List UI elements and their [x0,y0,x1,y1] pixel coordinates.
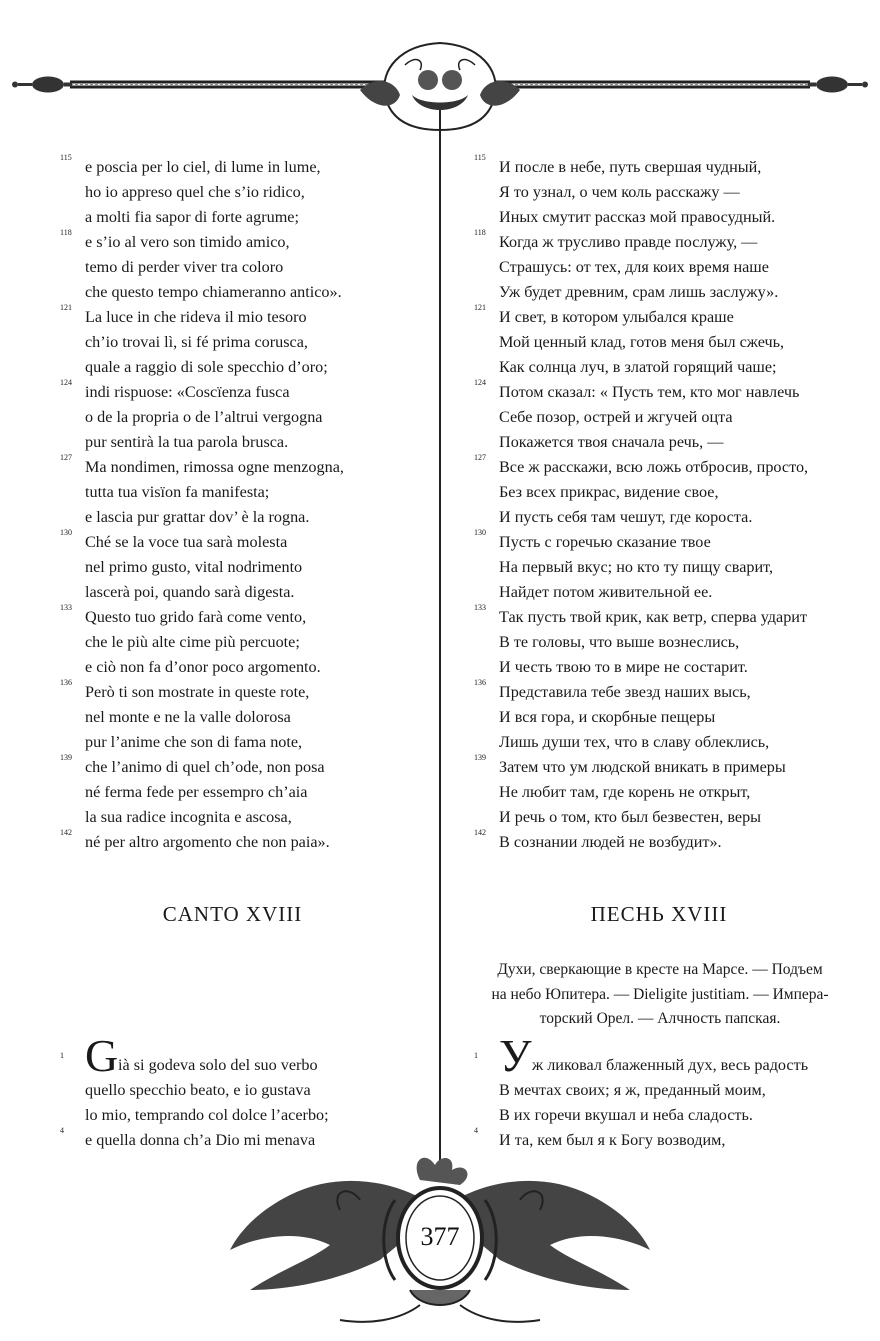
verse-text: ià si godeva solo del suo verbo [118,1056,318,1074]
verse-text: e lascia pur grattar dov’ è la rogna. [85,508,310,526]
verse-line [60,805,420,830]
verse-line [474,730,844,755]
verse-line [474,630,844,655]
line-number: 124 [474,378,486,387]
verse-line [60,830,420,855]
line-number: 4 [60,1126,64,1135]
verse-line [60,755,420,780]
verse-text: nel primo gusto, vital nodrimento [85,558,303,576]
drop-cap: G [85,1030,119,1081]
verse-text: И та, кем был я к Богу возводим, [499,1131,726,1149]
verse-line [474,805,844,830]
verse-text: e quella donna ch’a Dio mi menava [85,1131,316,1149]
tercet [474,680,844,755]
verse-line [474,255,844,280]
verse-line [474,355,844,380]
verse-text: Так пусть твой крик, как ветр, сперва ударит [499,608,808,626]
verse-line [60,355,420,380]
verse-text: В сознании людей не возбудит». [499,833,722,851]
right-tassel-icon [808,77,868,93]
line-number: 127 [60,453,72,462]
verse-line [60,155,420,180]
line-number: 1 [474,1051,478,1060]
verse-line [60,305,420,330]
verse-line [474,430,844,455]
center-divider [439,110,441,1180]
verse-line [60,505,420,530]
verse-line [60,680,420,705]
verse-line [474,605,844,630]
verse-line [60,605,420,630]
verse-text: che l’animo di quel ch’ode, non posa [85,758,325,776]
line-number: 115 [60,153,72,162]
verse-line [60,205,420,230]
verse-text: Я то узнал, о чем коль расскажу — [499,183,740,201]
verse-text: la sua radice incognita e ascosa, [85,808,292,826]
line-number: 4 [474,1126,478,1135]
verse-line [474,230,844,255]
verse-text: ho io appreso quel che s’io ridico, [85,183,305,201]
verse-line [474,580,844,605]
tercet [60,755,420,830]
verse-text: nel monte e ne la valle dolorosa [85,708,291,726]
tercet [60,455,420,530]
verse-text: Покажется твоя сначала речь, — [499,433,724,451]
verse-line [474,755,844,780]
verse-line [60,780,420,805]
tercet [60,680,420,755]
argument-line: торский Орел. — Алчность папская. [539,1010,781,1027]
verse-line [474,830,844,855]
verse-text: Questo tuo grido farà come vento, [85,608,307,626]
verse-text: И свет, в котором улыбался краше [499,308,734,326]
tercet [474,830,844,855]
line-number: 127 [474,453,486,462]
verse-text: Лишь души тех, что в славу облеклись, [499,733,770,751]
page-number: 377 [420,1222,460,1251]
line-number: 142 [474,828,486,837]
verse-text: И после в небе, путь свершая чудный, [499,158,762,176]
line-number: 130 [474,528,486,537]
russian-canto-title: ПЕСНЬ XVIII [590,902,728,926]
verse-text: lascerà poi, quando sarà digesta. [85,583,295,601]
verse-line [60,180,420,205]
verse-text: quello specchio beato, e io gustava [85,1081,311,1099]
verse-line [60,1030,420,1081]
verse-text: И речь о том, кто был безвестен, веры [499,808,762,826]
tercet [60,605,420,680]
verse-line [474,1030,844,1081]
verse-line [60,230,420,255]
russian-canto-opening [474,1030,844,1153]
verse-line [60,280,420,305]
verse-text: Ma nondimen, rimossa ogne menzogna, [85,458,344,476]
verse-line [60,705,420,730]
italian-canto-title: CANTO XVIII [162,902,303,926]
verse-line [474,530,844,555]
line-number: 121 [474,303,486,312]
verse-text: Все ж расскажи, всю ложь отбросив, просто, [499,458,809,476]
tercet [60,155,420,230]
verse-text: a molti fia sapor di forte agrume; [85,208,299,226]
tercet [60,380,420,455]
verse-line [474,455,844,480]
line-number: 121 [60,303,72,312]
verse-text: e s’io al vero son timido amico, [85,233,290,251]
verse-line [60,405,420,430]
verse-text: Представила тебе звезд наших высь, [499,683,751,701]
verse-text: Потом сказал: « Пусть тем, кто мог навлечь [499,383,800,401]
verse-line [60,530,420,555]
verse-text: Страшусь: от тех, для коих время наше [499,258,769,276]
verse-line [474,205,844,230]
verse-line [60,480,420,505]
italian-canto-opening [60,1030,420,1153]
tercet [474,1030,844,1128]
verse-text: e poscia per lo ciel, di lume in lume, [85,158,321,176]
verse-text: Когда ж трусливо правде послужу, — [499,233,758,251]
tercet [474,305,844,380]
verse-line [474,280,844,305]
verse-text: La luce in che rideva il mio tesoro [85,308,307,326]
verse-text: На первый вкус; но кто ту пищу сварит, [499,558,774,576]
verse-text: В их горечи вкушал и неба сладость. [499,1106,753,1124]
line-number: 139 [60,753,72,762]
verse-line [60,555,420,580]
line-number: 142 [60,828,72,837]
verse-line [60,580,420,605]
tercet [474,380,844,455]
tercet [474,530,844,605]
verse-line [474,680,844,705]
verse-line [474,705,844,730]
verse-text: Себе позор, острей и жгучей оцта [499,408,733,426]
verse-text: Мой ценный клад, готов меня был сжечь, [499,333,785,351]
line-number: 133 [60,603,72,612]
left-tassel-icon [12,77,72,93]
verse-text: Как солнца луч, в златой горящий чаше; [499,358,777,376]
verse-line [474,1103,844,1128]
canto-argument [460,958,860,1032]
verse-line [60,730,420,755]
verse-line [474,505,844,530]
verse-text: pur l’anime che son di fama note, [85,733,303,751]
verse-line [60,630,420,655]
verse-line [474,380,844,405]
verse-line [474,305,844,330]
verse-text: Найдет потом живительной ее. [499,583,713,601]
verse-line [474,655,844,680]
line-number: 1 [60,1051,64,1060]
verse-text: Уж будет древним, срам лишь заслужу». [499,283,779,301]
verse-text: che questo tempo chiameranno antico». [85,283,342,301]
verse-line [474,1078,844,1103]
verse-line [474,180,844,205]
line-number: 136 [60,678,72,687]
line-number: 118 [60,228,72,237]
verse-line [60,655,420,680]
tercet [474,605,844,680]
verse-line [474,555,844,580]
verse-text: Ché se la voce tua sarà molesta [85,533,288,551]
tercet [474,155,844,230]
verse-text: И честь твою то в мире не состарит. [499,658,748,676]
argument-line: на небо Юпитера. — Dieligite justitiam. — Импера- [491,985,829,1003]
verse-line [60,430,420,455]
verse-text: e ciò non fa d’onor poco argomento. [85,658,321,676]
line-number: 118 [474,228,486,237]
verse-line [474,405,844,430]
verse-text: Без всех прикрас, видение свое, [499,483,719,501]
tercet [474,755,844,830]
verse-text: В мечтах своих; я ж, преданный моим, [499,1081,766,1099]
verse-text: Però ti son mostrate in queste rote, [85,683,310,701]
verse-text: Пусть с горечью сказание твое [499,533,711,551]
tercet [60,230,420,305]
verse-text: ch’io trovai lì, si fé prima corusca, [85,333,308,351]
verse-text: В те головы, что выше вознеслись, [499,633,740,651]
verse-text: né ferma fede per essempro ch’aia [85,783,308,801]
verse-text: che le più alte cime più percuote; [85,633,300,651]
line-number: 124 [60,378,72,387]
italian-column [60,155,420,855]
verse-text: Не любит там, где корень не открыт, [499,783,751,801]
verse-line [60,1103,420,1128]
verse-line [474,155,844,180]
verse-text: pur sentirà la tua parola brusca. [85,433,289,451]
verse-text: temo di perder viver tra coloro [85,258,284,276]
verse-line [474,780,844,805]
verse-line [60,255,420,280]
verse-text: Иных смутит рассказ мой правосудный. [499,208,776,226]
tercet [60,830,420,855]
russian-column [474,155,844,855]
verse-line [60,380,420,405]
verse-text: tutta tua visïon fa manifesta; [85,483,270,501]
line-number: 115 [474,153,486,162]
verse-line [474,330,844,355]
verse-text: quale a raggio di sole specchio d’oro; [85,358,328,376]
verse-line [60,455,420,480]
line-number: 139 [474,753,486,762]
verse-text: lo mio, temprando col dolce l’acerbo; [85,1106,329,1124]
verse-line [60,330,420,355]
tercet [60,1030,420,1128]
line-number: 130 [60,528,72,537]
verse-text: né per altro argomento che non paia». [85,833,330,851]
line-number: 133 [474,603,486,612]
tercet [60,305,420,380]
verse-text: Затем что ум людской вникать в примеры [499,758,786,776]
verse-line [60,1078,420,1103]
drop-cap: У [499,1030,532,1081]
argument-line: Духи, сверкающие в кресте на Марсе. — Подъем [497,961,823,978]
line-number: 136 [474,678,486,687]
verse-text: o de la propria o de l’altrui vergogna [85,408,323,426]
tercet [474,455,844,530]
verse-text: И вся гора, и скорбные пещеры [499,708,716,726]
verse-text: И пусть себя там чешут, где короста. [499,508,753,526]
tercet [474,230,844,305]
verse-text: indi rispuose: «Coscïenza fusca [85,383,290,401]
verse-line [474,480,844,505]
verse-text: ж ликовал блаженный дух, весь радость [532,1056,809,1074]
tercet [60,530,420,605]
